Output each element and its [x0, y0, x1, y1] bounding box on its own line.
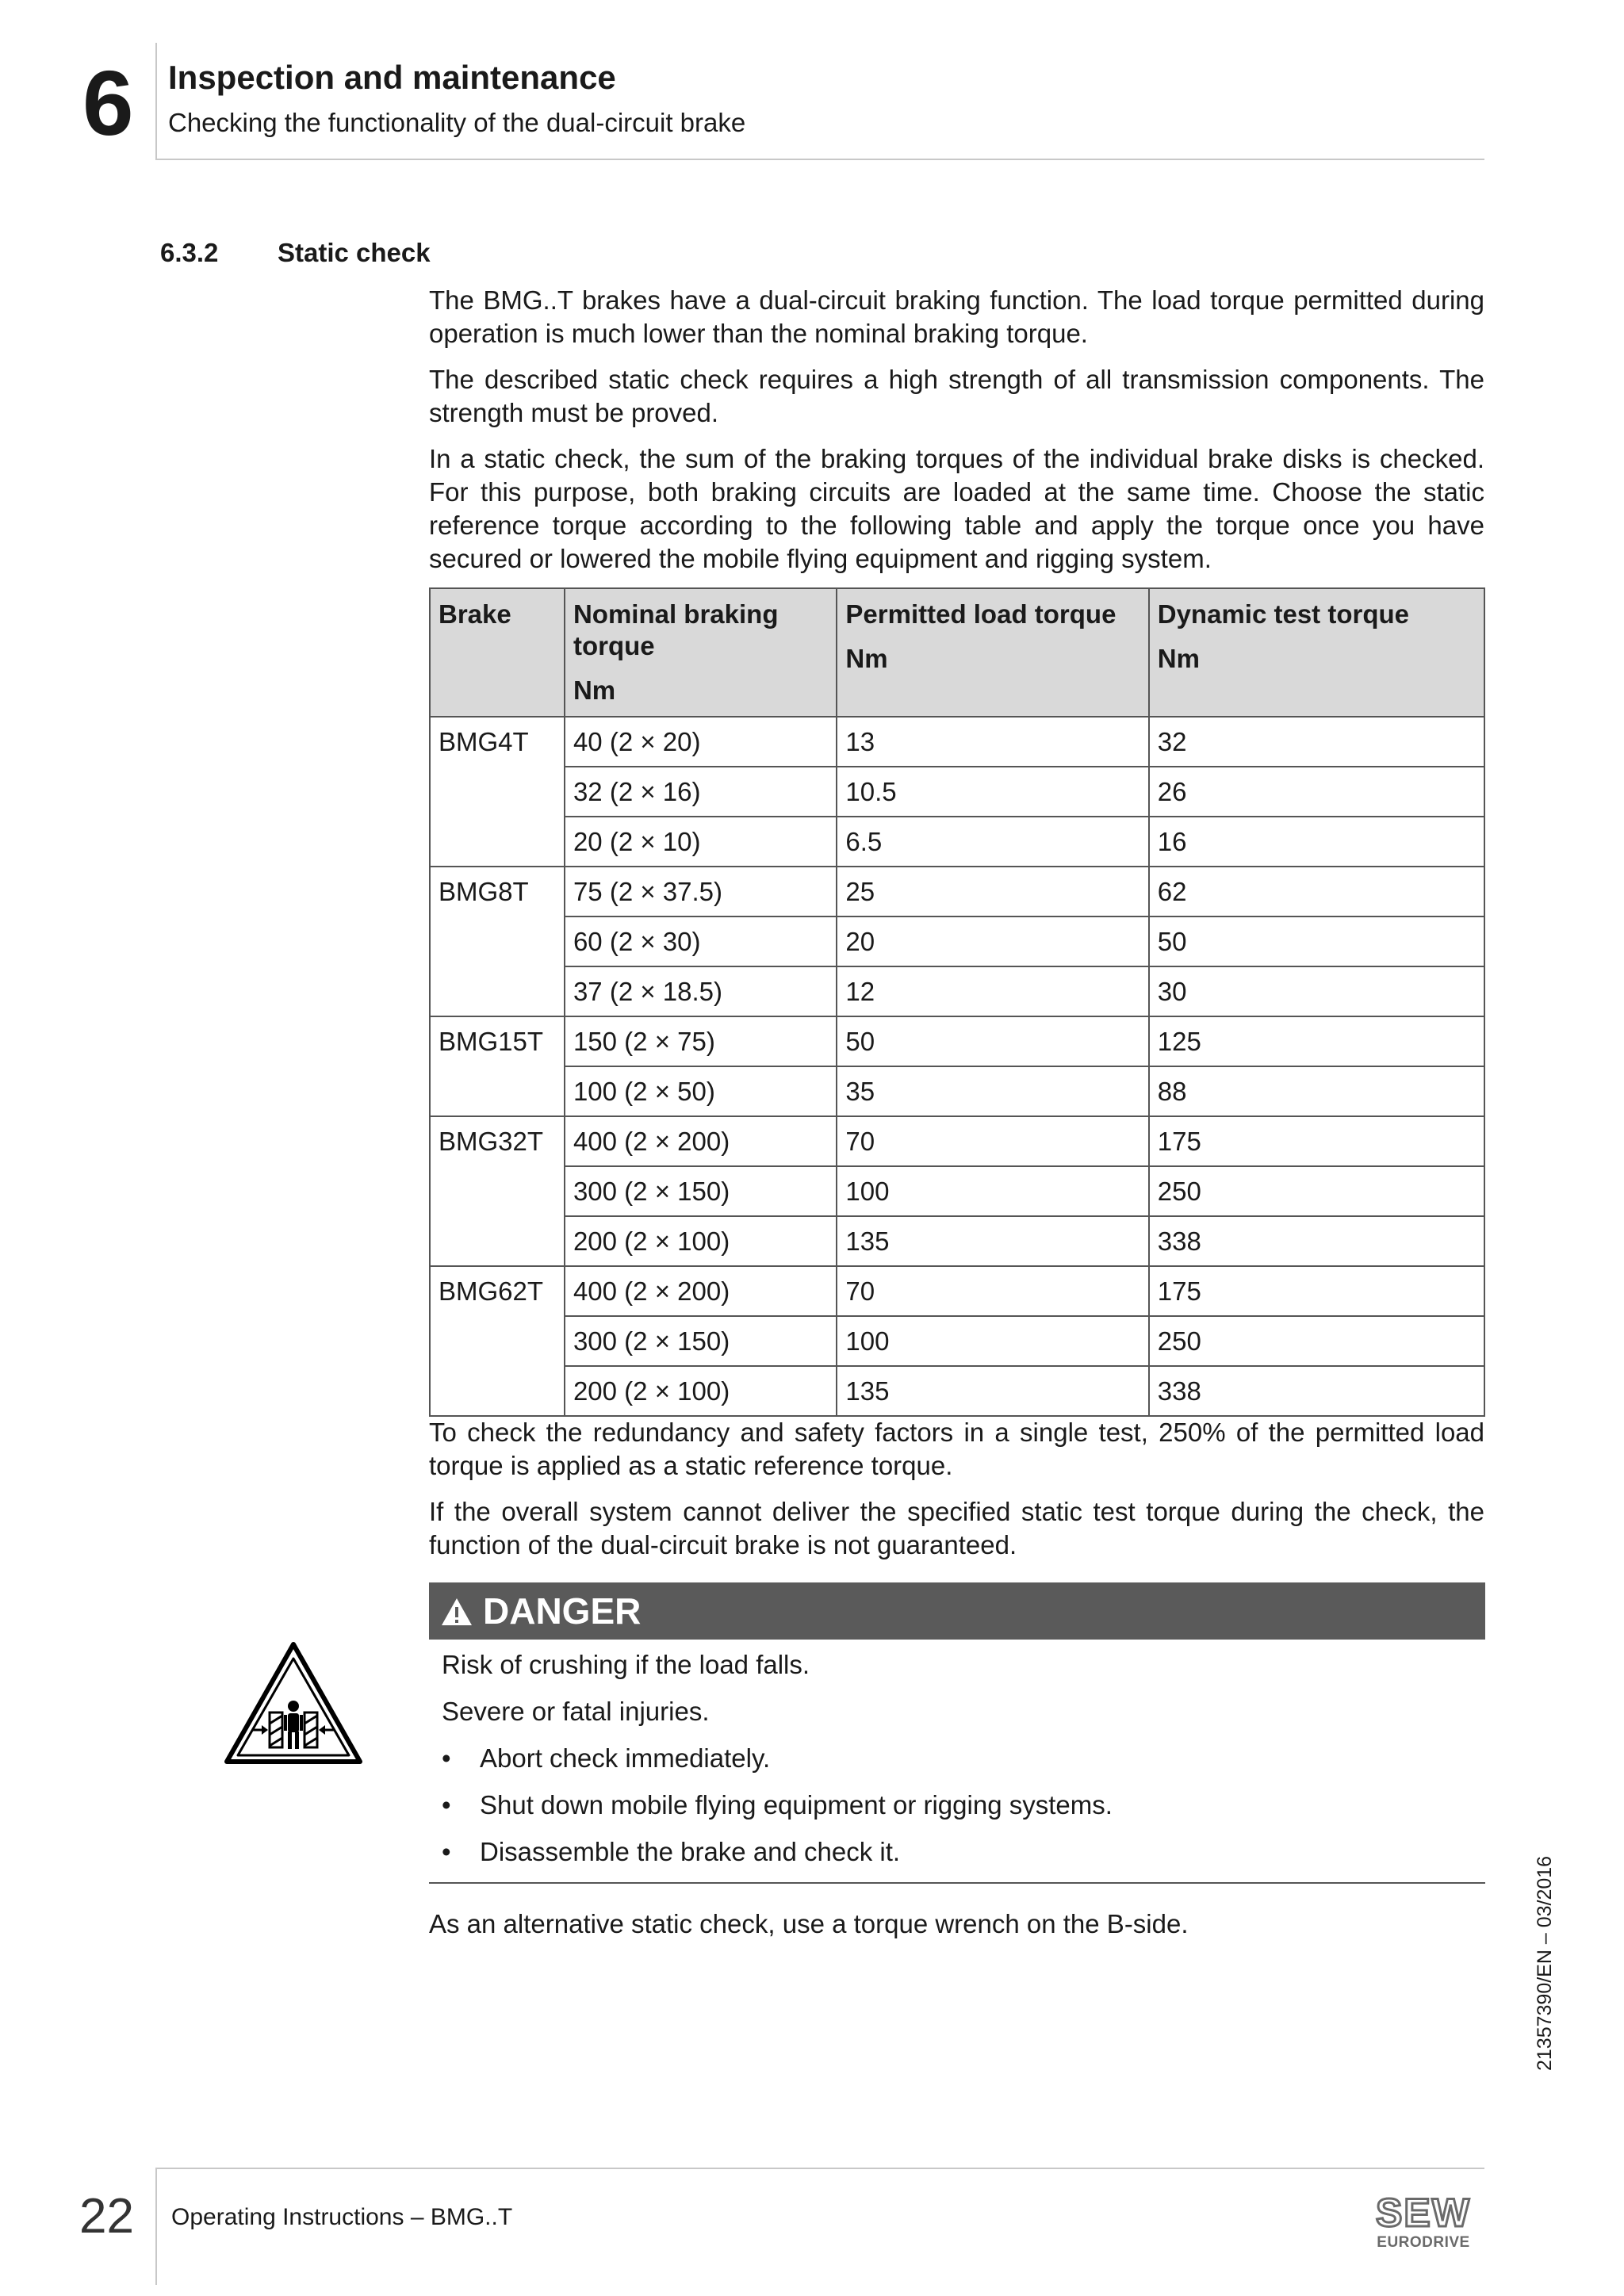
nominal-cell: 150 (2 × 75) [565, 1016, 837, 1066]
nominal-cell: 400 (2 × 200) [565, 1266, 837, 1316]
crushing-hazard-icon [224, 1641, 363, 1765]
svg-text:EURODRIVE: EURODRIVE [1377, 2234, 1470, 2251]
paragraph: To check the redundancy and safety factors in a single test, 250% of the permitted load torque is applied as a static reference torque. [429, 1418, 1484, 1480]
sew-eurodrive-logo [1362, 2191, 1484, 2252]
intro-text [429, 284, 1484, 588]
permitted-cell: 70 [837, 1116, 1148, 1166]
paragraph: In a static check, the sum of the braking torques of the individual brake disks is checked. For this purpose, both braking circuits are loaded at the same time. Choose the static reference torque according to the following table and apply the torque once you have secured or lowered the mobile flying equipment and rigging system. [429, 444, 1484, 573]
nominal-cell: 300 (2 × 150) [565, 1166, 837, 1216]
dynamic-cell: 125 [1149, 1016, 1484, 1066]
nominal-cell: 20 (2 × 10) [565, 817, 837, 867]
table-row [430, 817, 1484, 867]
permitted-cell: 13 [837, 717, 1148, 767]
header-divider-horizontal [155, 159, 1484, 160]
table-row [430, 1166, 1484, 1216]
permitted-cell: 35 [837, 1066, 1148, 1116]
dynamic-cell: 175 [1149, 1266, 1484, 1316]
paragraph: If the overall system cannot deliver the specified static test torque during the check, the function of the dual-circuit brake is not guaranteed. [429, 1497, 1484, 1559]
brake-cell: BMG15T [430, 1016, 565, 1116]
paragraph: The described static check requires a high strength of all transmission components. The strength must be proved. [429, 365, 1484, 427]
dynamic-cell: 30 [1149, 966, 1484, 1016]
chapter-subtitle: Checking the functionality of the dual-circuit brake [168, 108, 746, 137]
bullet: • [442, 1790, 451, 1820]
dynamic-cell: 16 [1149, 817, 1484, 867]
table-row [430, 1316, 1484, 1366]
danger-end-rule [429, 1882, 1485, 1884]
footer-divider-vertical [155, 2168, 157, 2285]
dynamic-cell: 88 [1149, 1066, 1484, 1116]
nominal-cell: 400 (2 × 200) [565, 1116, 837, 1166]
table-row [430, 916, 1484, 966]
dynamic-cell: 250 [1149, 1316, 1484, 1366]
dynamic-cell: 62 [1149, 867, 1484, 916]
table-row [430, 867, 1484, 916]
nominal-cell: 300 (2 × 150) [565, 1316, 837, 1366]
dynamic-cell: 32 [1149, 717, 1484, 767]
dynamic-cell: 175 [1149, 1116, 1484, 1166]
permitted-cell: 100 [837, 1316, 1148, 1366]
nominal-cell: 32 (2 × 16) [565, 767, 837, 817]
header-divider-vertical [155, 43, 157, 160]
table-row [430, 1016, 1484, 1066]
section-number: 6.3.2 [160, 238, 219, 267]
brake-cell: BMG8T [430, 867, 565, 1016]
brake-cell: BMG32T [430, 1116, 565, 1266]
table-row [430, 767, 1484, 817]
nominal-cell: 200 (2 × 100) [565, 1366, 837, 1416]
chapter-title: Inspection and maintenance [168, 59, 616, 96]
permitted-cell: 20 [837, 916, 1148, 966]
paragraph: The BMG..T brakes have a dual-circuit braking function. The load torque permitted during operation is much lower than the nominal braking torque. [429, 285, 1484, 348]
nominal-cell: 75 (2 × 37.5) [565, 867, 837, 916]
bullet: • [442, 1837, 451, 1866]
list-item: • Abort check immediately. [442, 1743, 771, 1773]
bullet: • [442, 1743, 451, 1773]
chapter-number: 6 [82, 52, 134, 155]
footer-divider-horizontal [155, 2168, 1484, 2169]
permitted-cell: 135 [837, 1366, 1148, 1416]
nominal-cell: 37 (2 × 18.5) [565, 966, 837, 1016]
nominal-cell: 100 (2 × 50) [565, 1066, 837, 1116]
danger-content [442, 1649, 1113, 1883]
table-row [430, 1116, 1484, 1166]
dynamic-cell: 26 [1149, 767, 1484, 817]
nominal-cell: 40 (2 × 20) [565, 717, 837, 767]
danger-consequence: Severe or fatal injuries. [442, 1697, 710, 1726]
permitted-cell: 100 [837, 1166, 1148, 1216]
permitted-cell: 6.5 [837, 817, 1148, 867]
permitted-cell: 50 [837, 1016, 1148, 1066]
nominal-cell: 200 (2 × 100) [565, 1216, 837, 1266]
list-item: • Disassemble the brake and check it. [442, 1837, 901, 1866]
svg-text:SEW: SEW [1376, 2191, 1471, 2235]
unit-label: Nm [845, 644, 888, 673]
table-row [430, 1366, 1484, 1416]
dynamic-cell: 250 [1149, 1166, 1484, 1216]
footer-title: Operating Instructions – BMG..T [171, 2204, 513, 2230]
permitted-cell: 25 [837, 867, 1148, 916]
dynamic-cell: 338 [1149, 1366, 1484, 1416]
section-title: Static check [278, 238, 431, 267]
brake-cell: BMG62T [430, 1266, 565, 1416]
danger-hazard: Risk of crushing if the load falls. [442, 1650, 810, 1679]
table-row [430, 1066, 1484, 1116]
table-row [430, 1216, 1484, 1266]
danger-banner [429, 1582, 1485, 1640]
column-header-dynamic: Dynamic test torque Nm [1149, 588, 1484, 717]
table-row [430, 966, 1484, 1016]
danger-label: DANGER [483, 1590, 642, 1632]
table-header-row [430, 588, 1484, 717]
page-number: 22 [79, 2189, 134, 2244]
section-heading [160, 238, 431, 268]
dynamic-cell: 50 [1149, 916, 1484, 966]
permitted-cell: 70 [837, 1266, 1148, 1316]
table-row [430, 717, 1484, 767]
column-header-brake: Brake [430, 588, 565, 717]
column-header-permitted: Permitted load torque Nm [837, 588, 1148, 717]
document-code: 21357390/EN – 03/2016 [1534, 1855, 1556, 2071]
brake-cell: BMG4T [430, 717, 565, 867]
unit-label: Nm [573, 675, 616, 705]
permitted-cell: 10.5 [837, 767, 1148, 817]
permitted-cell: 12 [837, 966, 1148, 1016]
column-header-nominal: Nominal braking torque Nm [565, 588, 837, 717]
table-row [430, 1266, 1484, 1316]
alternative-check-text: As an alternative static check, use a torque wrench on the B-side. [429, 1909, 1189, 1938]
permitted-cell: 135 [837, 1216, 1148, 1266]
unit-label: Nm [1157, 644, 1200, 673]
list-item: • Shut down mobile flying equipment or rigging systems. [442, 1790, 1113, 1820]
nominal-cell: 60 (2 × 30) [565, 916, 837, 966]
torque-table [429, 587, 1485, 1417]
after-table-text [429, 1416, 1484, 1575]
dynamic-cell: 338 [1149, 1216, 1484, 1266]
warning-icon [440, 1597, 473, 1627]
